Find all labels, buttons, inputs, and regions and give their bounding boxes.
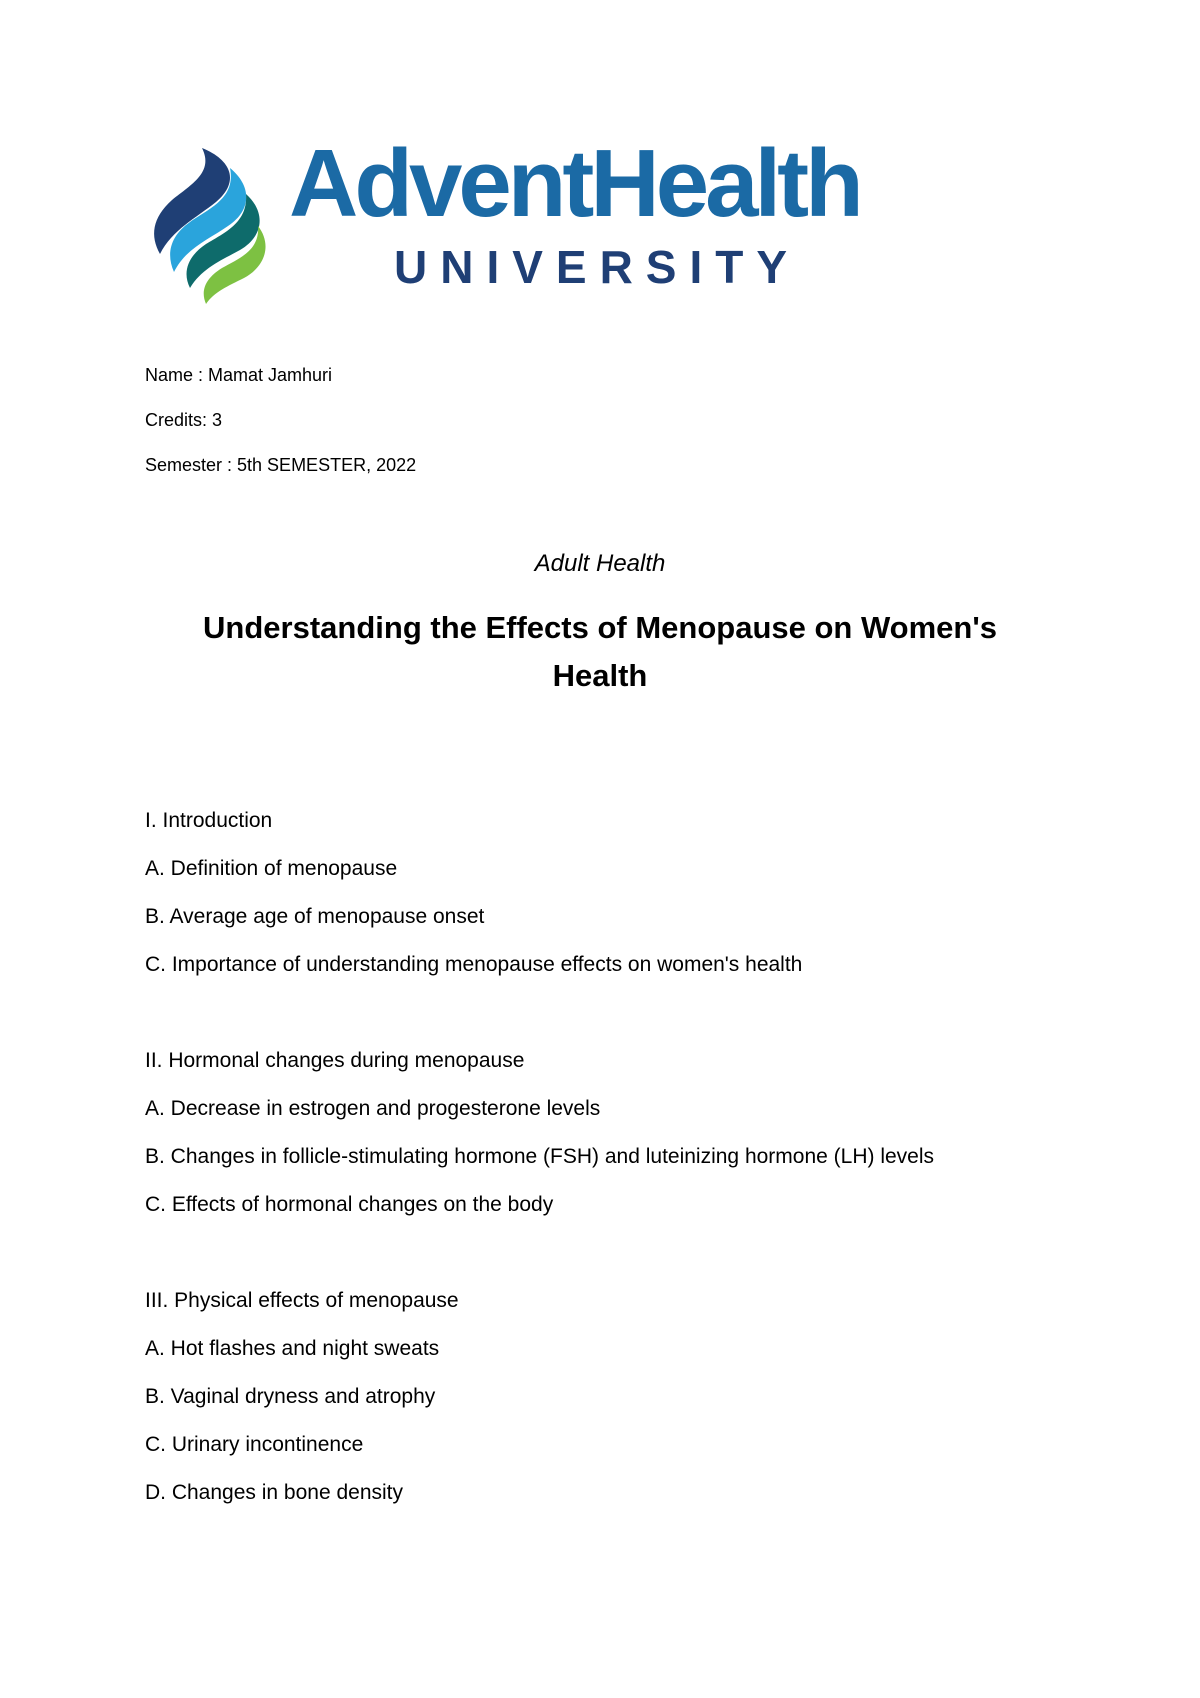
logo-sub-text: UNIVERSITY [394, 241, 801, 293]
document-title: Understanding the Effects of Menopause on Women's Health [203, 610, 997, 693]
logo-brand-text: AdventHealth [289, 130, 860, 237]
outline-item: A. Definition of menopause [145, 857, 398, 880]
student-info [145, 366, 416, 501]
section-heading: III. Physical effects of menopause [145, 1289, 459, 1312]
student-credits: Credits: 3 [145, 410, 223, 430]
outline-item: C. Effects of hormonal changes on the body [145, 1193, 554, 1216]
student-semester: Semester : 5th SEMESTER, 2022 [145, 455, 417, 475]
outline-item: B. Changes in follicle-stimulating hormone (FSH) and luteinizing hormone (LH) levels [145, 1145, 935, 1168]
course-name: Adult Health [534, 550, 666, 577]
outline-item: C. Urinary incontinence [145, 1433, 364, 1456]
section-heading: I. Introduction [145, 809, 273, 832]
outline-item: C. Importance of understanding menopause effects on women's health [145, 953, 803, 976]
outline [145, 810, 934, 1578]
outline-item: D. Changes in bone density [145, 1481, 403, 1504]
outline-item: B. Average age of menopause onset [145, 905, 485, 928]
outline-item: A. Hot flashes and night sweats [145, 1337, 440, 1360]
outline-section [145, 810, 934, 1002]
outline-section [145, 1050, 934, 1242]
advent-health-wave-icon [144, 146, 269, 304]
university-logo [144, 130, 904, 310]
student-name: Name : Mamat Jamhuri [145, 365, 333, 385]
logo-wordmark [289, 130, 909, 300]
outline-item: A. Decrease in estrogen and progesterone levels [145, 1097, 601, 1120]
outline-section [145, 1290, 934, 1530]
outline-item: B. Vaginal dryness and atrophy [145, 1385, 436, 1408]
section-heading: II. Hormonal changes during menopause [145, 1049, 525, 1072]
